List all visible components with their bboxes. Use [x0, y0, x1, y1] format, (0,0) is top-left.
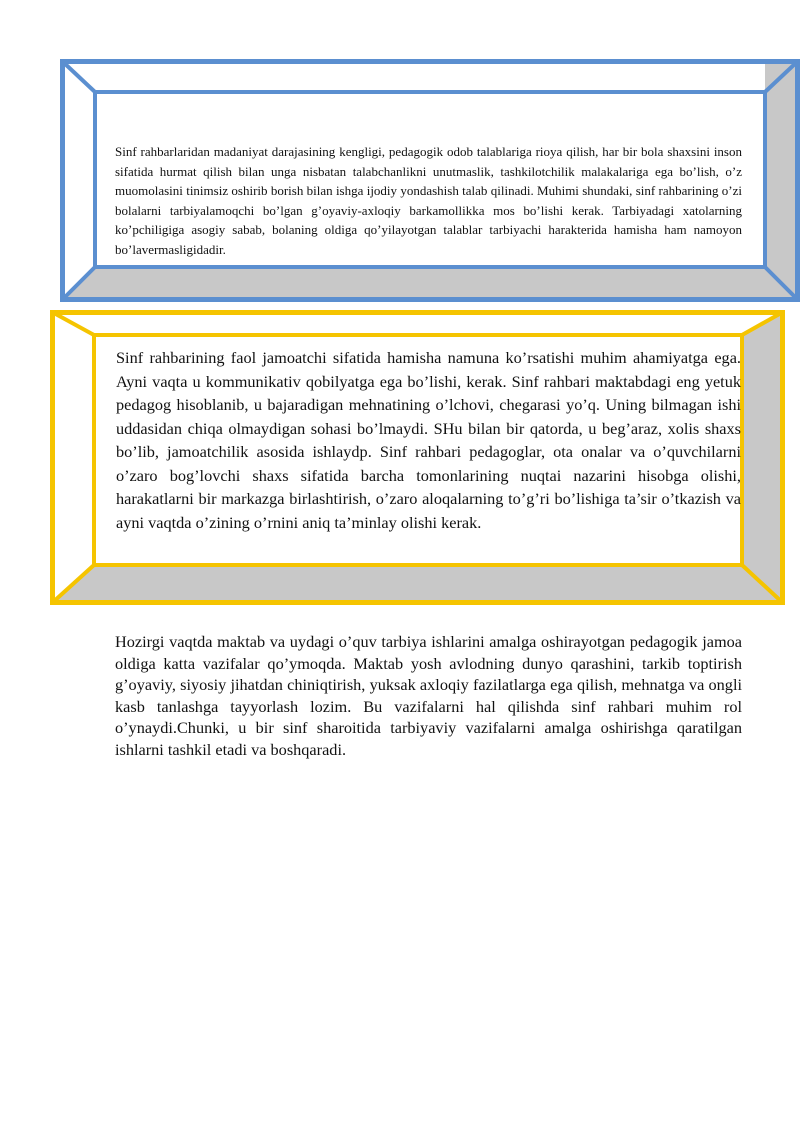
- blue-bevel-frame: [60, 59, 800, 302]
- bevel-bottom: [60, 267, 800, 302]
- bevel-right: [765, 59, 800, 302]
- frame-text-2: Sinf rahbarining faol jamoatchi sifatida hamisha namuna ko’rsatishi muhim ahamiyatga ega. Ayni vaqta u kommunikativ qobilyatga ega bo’lishi, kerak. Sinf rahbari maktabdagi eng yetuk pedagog hisoblanib, u bajaradigan mehnatining o’lchovi, chegarasi yo’q. Uning bilmagan ishi uddasidan chiqa olmaydigan sohasi bo’lmaydi. SHu bilan bir qatorda, u beg’araz, xolis shaxs bo’lib, jamoatchilik asosida ishlaydp. Sinf rahbari pedagoglar, ota onalar va o’quvchilarni o’zaro bog’lovchi shaxs sifatida barcha tomonlarining nuqtai nazarini hisobga olishi, harakatlarni bir markazga birlashtirish, o’zaro aloqalarning to’g’ri bo’lishiga ta’sir o’tkazish va ayni vaqtda o’zining o’rnini aniq ta’minlay olishi kerak.: [116, 348, 741, 532]
- bevel-bottom: [50, 565, 785, 605]
- bevel-right: [742, 310, 785, 605]
- frame-text-1: Sinf rahbarlaridan madaniyat darajasining kengligi, pedagogik odob talablariga rioya qilish, har bir bola shaxsini inson sifatida hurmat qilish bilan unga nisbatan talabchanlikni unutmaslik, tashkilotchilik malakalariga ega bo’lish, o’z muomolasini tinimsiz oshirib borish bilan ishga ijodiy yondashish talab qilinadi. Muhimi shundaki, sinf rahbarining o’zi bolalarni tarbiyalamoqchi bo’lgan g’oyaviy-axloqiy barkamollikka mos bo’lishi kerak. Tarbiyadagi xatolarning ko’pchiligiga asogiy sabab, bolaning oldiga qo’yilayotgan talablar tarbiyachi harakterida hamisha ham namoyon bo’lavermasligidadir.: [115, 144, 742, 257]
- body-paragraph: Hozirgi vaqtda maktab va uydagi o’quv tarbiya ishlarini amalga oshirayotgan pedagogik jamoa oldiga katta vazifalar qo’ymoqda. Maktab yosh avlodning dunyo qarashini, tarkib toptirish g’oyaviy, siyosiy jihatdan chiniqtirish, yuksak axloqiy fazilatlarga ega qilish, mehnatga va ongli kasb tanlashga tayyorlash lozim. Bu vazifalarni hal qilishda sinf rahbari muhim rol o’ynaydi.Chunki, u bir sinf sharoitida tarbiyaviy vazifalarni amalga oshirishga qaratilgan ishlarni tashkil etadi va boshqaradi.: [115, 632, 742, 759]
- yellow-bevel-frame: [50, 310, 785, 605]
